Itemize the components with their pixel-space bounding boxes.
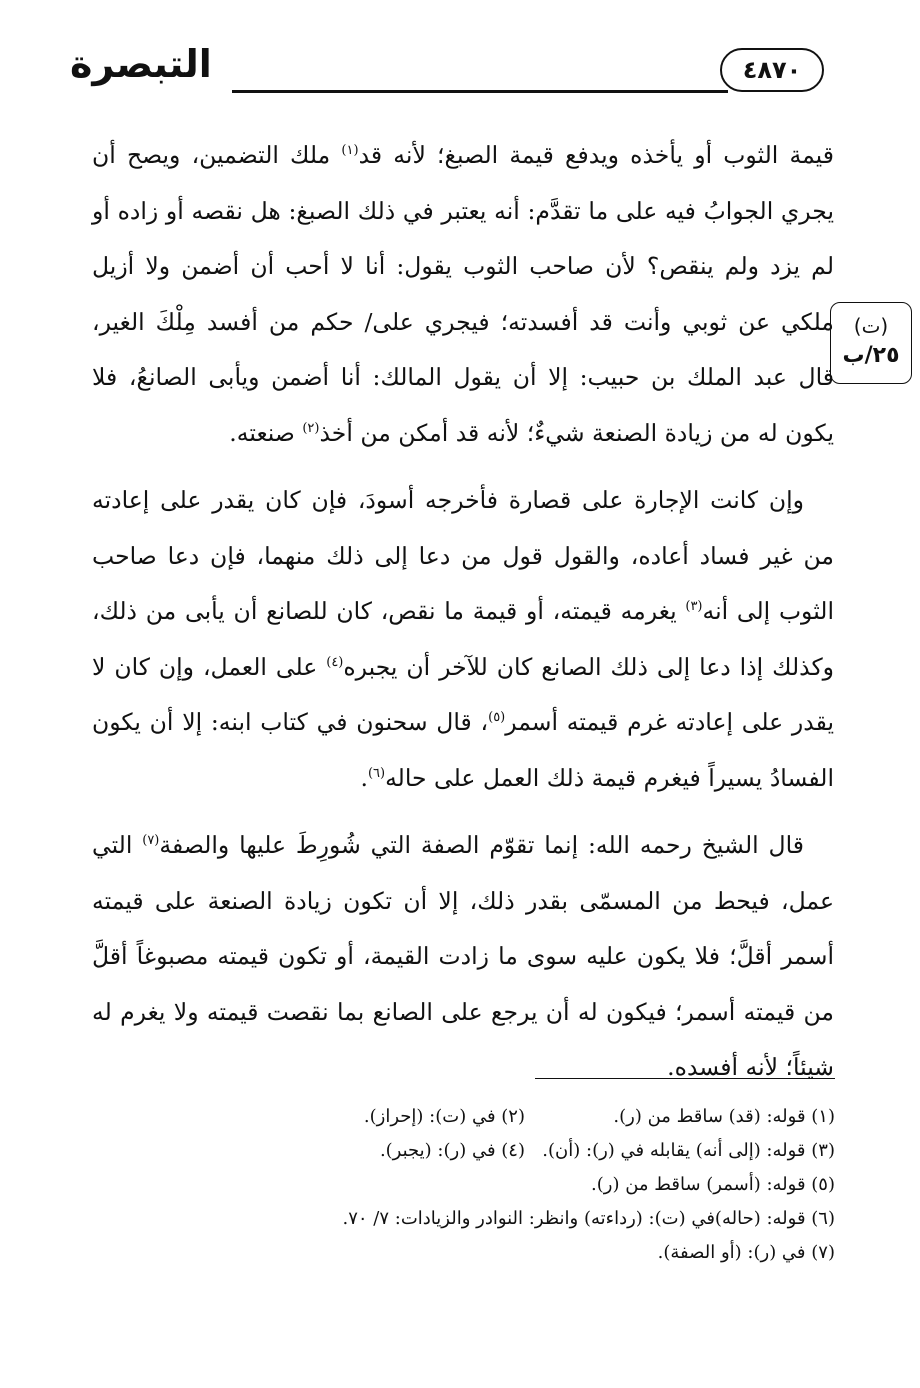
text-run: .	[360, 763, 368, 792]
footnote-row	[150, 1134, 835, 1168]
footnote-row	[150, 1100, 835, 1134]
text-run: صنعته.	[229, 418, 303, 447]
footnote-5: (٥) قوله: (أسمر) ساقط من (ر).	[591, 1174, 835, 1195]
manuscript-margin-note	[830, 302, 912, 384]
text-run: قال الشيخ رحمه الله: إنما تقوّم الصفة التي شُورِطَ عليها والصفة	[159, 831, 804, 859]
page-header	[70, 40, 830, 110]
footnote-ref-4: (٤)	[326, 654, 344, 670]
footnote-7: (٧) في (ر): (أو الصفة).	[657, 1242, 835, 1263]
footnote-ref-1: (١)	[341, 143, 359, 159]
footnote-separator	[535, 1078, 835, 1079]
page-number: ٤٨٧٠	[720, 48, 824, 92]
footnote-ref-6: (٦)	[367, 765, 386, 781]
footnote-2: (٢) في (ت): (إحراز).	[363, 1106, 525, 1127]
footnote-3: (٣) قوله: (إلى أنه) يقابله في (ر): (أن).	[542, 1140, 835, 1161]
text-run: على العمل، وإن كان لا يقدر على إعادته غرم قيمته أسمر	[92, 652, 834, 736]
text-run: التي عمل، فيحط من المسمّى بقدر ذلك، إلا أن تكون زيادة الصنعة على قيمته أسمر أقلَّ؛ فلا يكون عليه سوى ما زادت القيمة، أو تكون قيمته مصبوغاً أقلَّ من قيمته أسمر؛ فيكون له أن يرجع على الصانع بما نقصت قيمته ولا يغرم له شيئاً؛ لأنه أفسده.	[92, 831, 834, 1081]
footnote-6: (٦) قوله: (حاله)في (ت): (رداءته) وانظر: النوادر والزيادات: ٧/ ٧٠.	[342, 1208, 835, 1229]
header-rule	[232, 90, 728, 93]
text-run: يغرمه قيمته، أو قيمة ما نقص، كان للصانع أن يأبى من ذلك، وكذلك إذا دعا إلى ذلك الصانع كان للآخر أن يجبره	[92, 597, 834, 681]
margin-folio-number: ٢٥/ب	[842, 343, 900, 368]
paragraph-3	[92, 818, 834, 1096]
paragraph-1	[92, 128, 834, 461]
paragraph-2	[92, 473, 834, 806]
footnote-ref-3: (٣)	[685, 599, 703, 615]
footnotes	[150, 1100, 835, 1270]
main-text	[92, 128, 834, 1108]
footnote-ref-2: (٢)	[302, 420, 320, 436]
book-title: التبصرة	[70, 42, 212, 86]
text-run: قيمة الثوب أو يأخذه ويدفع قيمة الصبغ؛ لأنه قد	[358, 141, 834, 169]
margin-manuscript-siglum: (ت)	[853, 314, 889, 338]
footnote-4: (٤) في (ر): (يجبر).	[379, 1140, 525, 1161]
text-run: ملك التضمين، ويصح أن يجري الجوابُ فيه على ما تقدَّم: أنه يعتبر في ذلك الصبغ: هل نقصه أو زاده أو لم يزد ولم ينقص؟ لأن صاحب الثوب يقول: أنا لا أحب أن أضمن ولا أزيل ملكي عن ثوبي وأنت قد أفسدته؛ فيجري على/ حكم من أفسد مِلْكَ الغير، قال عبد الملك بن حبيب: إلا أن يقول المالك: أنا أضمن ويأبى الصانعُ، فلا يكون له من زيادة الصنعة شيءٌ؛ لأنه قد أمكن من أخذ	[92, 141, 834, 447]
text-run: وإن كانت الإجارة على قصارة فأخرجه أسودَ، فإن كان يقدر على إعادته من غير فساد أعاده، والقول قول من دعا إلى ذلك منهما، فإن دعا صاحب الثوب إلى أنه	[92, 486, 834, 625]
text-run: ، قال سحنون في كتاب ابنه: إلا أن يكون الفسادُ يسيراً فيغرم قيمة ذلك العمل على حاله	[92, 708, 834, 792]
footnote-1: (١) قوله: (قد) ساقط من (ر).	[613, 1106, 835, 1127]
footnote-ref-7: (٧)	[142, 833, 160, 849]
footnote-ref-5: (٥)	[488, 710, 506, 726]
